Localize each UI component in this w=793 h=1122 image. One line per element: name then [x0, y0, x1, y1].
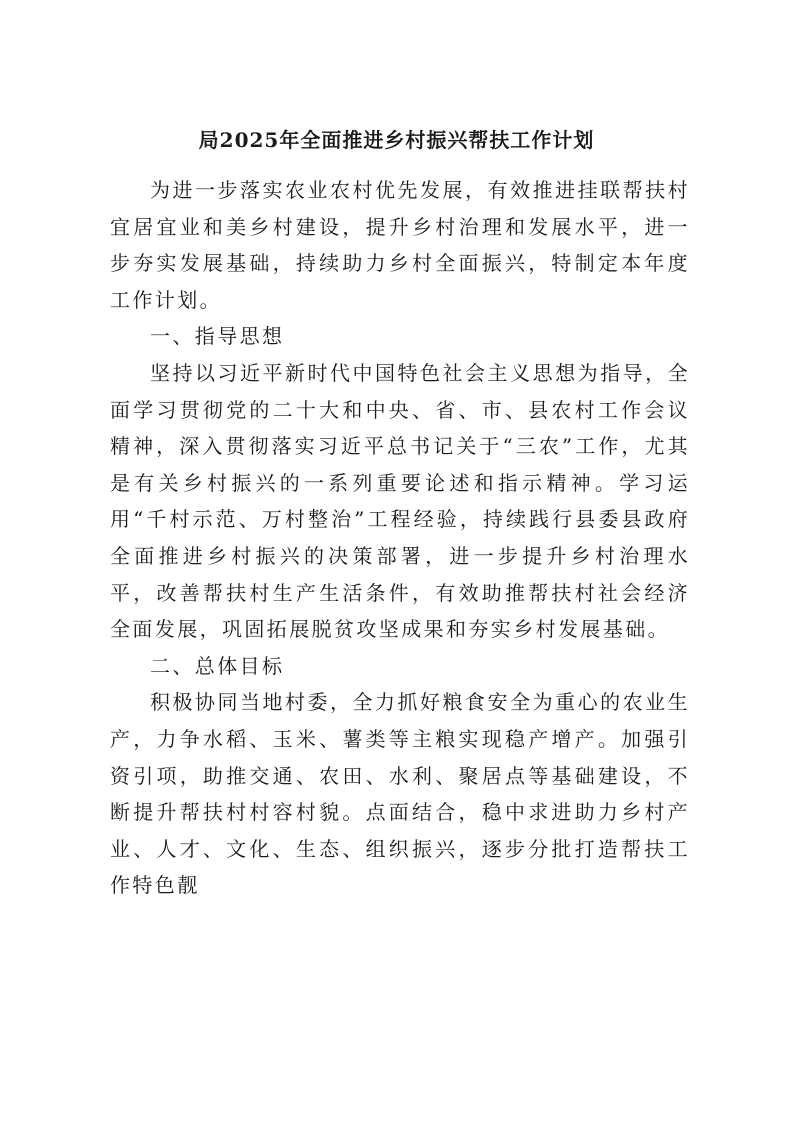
- document-body: [110, 172, 690, 904]
- intro-paragraph: 为进一步落实农业农村优先发展，有效推进挂联帮扶村宜居宜业和美乡村建设，提升乡村治理和发展水平，进一步夯实发展基础，持续助力乡村全面振兴，特制定本年度工作计划。: [110, 178, 690, 312]
- section-body-overall-goals: 积极协同当地村委，全力抓好粮食安全为重心的农业生产，力争水稻、玉米、薯类等主粮实现稳产增产。加强引资引项，助推交通、农田、水利、聚居点等基础建设，不断提升帮扶村村容村貌。点面结合，稳中求进助力乡村产业、人才、文化、生态、组织振兴，逐步分批打造帮扶工作特色靓: [110, 690, 690, 898]
- document-title: 局2025年全面推进乡村振兴帮扶工作计划: [198, 128, 595, 152]
- section-body-guiding-ideology: 坚持以习近平新时代中国特色社会主义思想为指导，全面学习贯彻党的二十大和中央、省、市、县农村工作会议精神，深入贯彻落实习近平总书记关于“三农”工作，尤其是有关乡村振兴的一系列重要论述和指示精神。学习运用“千村示范、万村整治”工程经验，持续践行县委县政府全面推进乡村振兴的决策部署，进一步提升乡村治理水平，改善帮扶村生产生活条件，有效助推帮扶村社会经济全面发展，巩固拓展脱贫攻坚成果和夯实乡村发展基础。: [110, 360, 690, 642]
- section-heading-overall-goals: 二、总体目标: [150, 653, 285, 678]
- section-heading-guiding-ideology: 一、指导思想: [150, 324, 285, 349]
